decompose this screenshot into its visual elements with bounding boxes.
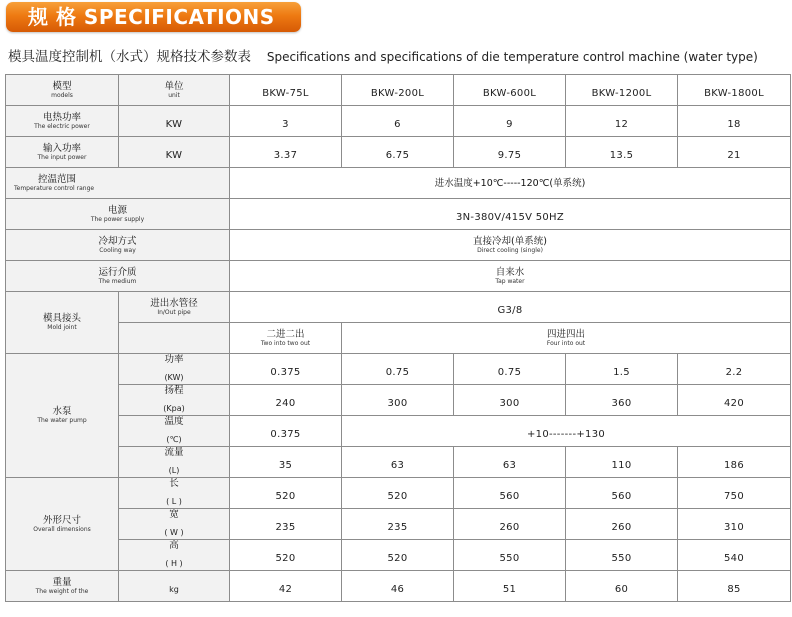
- electric-power-label: 电热功率: [42, 111, 81, 123]
- unit-cell: [119, 571, 230, 602]
- value: 9.75: [497, 149, 522, 161]
- temp-range-value-cell: [230, 168, 791, 199]
- model-name: BKW-75L: [262, 87, 309, 99]
- weight-label-en: The weight of the: [35, 587, 89, 595]
- value-cell: [342, 137, 454, 168]
- dimensions-label-en: Overall dimensions: [33, 525, 91, 533]
- models-label-en: models: [51, 91, 73, 99]
- value: 235: [387, 521, 408, 533]
- value: 6.75: [385, 149, 410, 161]
- value-cell: [342, 354, 454, 385]
- value-cell: [454, 106, 566, 137]
- dimensions-label: 外形尺寸: [42, 514, 81, 526]
- table-row: [6, 416, 791, 447]
- table-row: [6, 199, 791, 230]
- model-name: BKW-1800L: [704, 87, 764, 99]
- models-label-cell: [6, 75, 119, 106]
- value: 560: [611, 490, 632, 502]
- value-cell: [230, 137, 342, 168]
- value: 63: [502, 459, 517, 471]
- model-cell: [230, 75, 342, 106]
- value: 3: [282, 118, 289, 130]
- value: 21: [727, 149, 741, 161]
- unit-cell: [119, 137, 230, 168]
- mold-joint-label-en: Mold joint: [47, 324, 77, 331]
- weight-label: 重量: [52, 576, 72, 588]
- value-cell: [678, 106, 791, 137]
- value-cell: [454, 571, 566, 602]
- value-cell: [678, 447, 791, 478]
- value-cell: [230, 385, 342, 416]
- models-label: 模型: [52, 80, 72, 92]
- unit-cell: [119, 106, 230, 137]
- four-in-four-out: 四进四出: [546, 328, 585, 340]
- value: 240: [275, 397, 296, 409]
- table-row: [6, 75, 791, 106]
- dimensions-label-cell: [6, 478, 119, 571]
- medium-value-cell: [230, 261, 791, 292]
- table-row: [6, 292, 791, 323]
- table-row: [6, 447, 791, 478]
- value: 560: [499, 490, 520, 502]
- length-label: 长: [169, 478, 179, 489]
- value-cell: [454, 447, 566, 478]
- value: 9: [506, 118, 513, 130]
- power-supply-label: 电源: [107, 204, 127, 216]
- value: 260: [611, 521, 632, 533]
- value: 520: [275, 490, 296, 502]
- height-label-cell: [119, 540, 230, 571]
- pipe-label: 进出水管径: [150, 297, 198, 309]
- pump-flow-label: 流量: [164, 447, 184, 458]
- pump-power-unit: (KW): [164, 373, 184, 382]
- medium-label-cell: [6, 261, 230, 292]
- pump-temp-range-cell: [342, 416, 791, 447]
- table-row: [6, 385, 791, 416]
- electric-power-label-en: The electric power: [34, 122, 90, 130]
- medium-value: 自来水: [495, 266, 525, 278]
- value-cell: [230, 447, 342, 478]
- medium-label-en: The medium: [98, 277, 137, 285]
- input-power-label: 输入功率: [42, 142, 81, 154]
- four-in-four-out-cell: [342, 323, 791, 354]
- table-row: [6, 230, 791, 261]
- value: 260: [499, 521, 520, 533]
- value-cell: [342, 571, 454, 602]
- two-in-two-out: 二进二出: [266, 328, 305, 340]
- value-cell: [230, 106, 342, 137]
- length-label-cell: [119, 478, 230, 509]
- unit-header-cell: [119, 75, 230, 106]
- mold-joint-label: 模具接头: [42, 313, 81, 324]
- model-name: BKW-600L: [482, 87, 537, 99]
- value: 13.5: [609, 149, 634, 161]
- pipe-value-cell: [230, 292, 791, 323]
- value-cell: [566, 354, 678, 385]
- value-cell: [342, 447, 454, 478]
- cooling-label: 冷却方式: [98, 235, 137, 247]
- pump-temp-range: +10-------+130: [526, 428, 606, 440]
- temp-range-label-cell: [6, 168, 230, 199]
- value: 300: [387, 397, 408, 409]
- value-cell: [342, 106, 454, 137]
- temp-range-value: 进水温度+10℃-----120℃(单系统): [434, 177, 586, 189]
- unit-value: KW: [165, 149, 183, 161]
- pump-temp-label: 温度: [164, 416, 184, 427]
- value-cell: [678, 509, 791, 540]
- table-row: [6, 540, 791, 571]
- input-power-label-en: The input power: [37, 153, 87, 161]
- model-name: BKW-1200L: [591, 87, 652, 99]
- value-cell: [230, 416, 342, 447]
- value-cell: [454, 385, 566, 416]
- model-cell: [454, 75, 566, 106]
- value: 3.37: [273, 149, 298, 161]
- height-label: 高: [169, 540, 179, 551]
- value-cell: [230, 354, 342, 385]
- value: 750: [724, 490, 744, 502]
- model-cell: [678, 75, 791, 106]
- pipe-value: G3/8: [497, 304, 523, 316]
- value: 46: [390, 583, 405, 595]
- cooling-label-en: Cooling way: [99, 246, 136, 254]
- title-chinese: 模具温度控制机（水式）规格技术参数表: [8, 49, 251, 65]
- value-cell: [566, 478, 678, 509]
- value: 550: [499, 552, 520, 564]
- value-cell: [566, 540, 678, 571]
- two-in-two-out-cell: [230, 323, 342, 354]
- cooling-label-cell: [6, 230, 230, 261]
- value: 186: [724, 459, 744, 471]
- value: 0.375: [270, 366, 301, 378]
- value: 35: [278, 459, 293, 471]
- value: 110: [611, 459, 632, 471]
- value-cell: [566, 509, 678, 540]
- unit-value: kg: [169, 584, 179, 594]
- electric-power-label-cell: [6, 106, 119, 137]
- value: 1.5: [613, 366, 630, 378]
- table-row: [6, 168, 791, 199]
- power-supply-label-en: The power supply: [90, 215, 145, 223]
- value-cell: [342, 385, 454, 416]
- medium-label: 运行介质: [98, 266, 137, 278]
- width-label: 宽: [169, 509, 179, 520]
- value-cell: [678, 354, 791, 385]
- value-cell: [678, 540, 791, 571]
- length-unit: ( L ): [166, 497, 182, 506]
- value-cell: [454, 509, 566, 540]
- pump-power-label: 功率: [164, 354, 184, 365]
- page-title: [8, 45, 758, 65]
- temp-range-label: 控温范围: [38, 173, 77, 185]
- medium-value-en: Tap water: [495, 277, 525, 285]
- two-in-two-out-en: Two into two out: [260, 339, 311, 347]
- value-cell: [230, 571, 342, 602]
- value: 51: [502, 583, 517, 595]
- table-row: [6, 478, 791, 509]
- table-row: [6, 354, 791, 385]
- temp-range-label-en: Temperature control range: [14, 184, 95, 192]
- value-cell: [342, 478, 454, 509]
- model-cell: [566, 75, 678, 106]
- weight-label-cell: [6, 571, 119, 602]
- table-row: [6, 571, 791, 602]
- value: 63: [390, 459, 405, 471]
- value-cell: [678, 385, 791, 416]
- pump-flow-label-cell: [119, 447, 230, 478]
- value-cell: [566, 137, 678, 168]
- title-english: Specifications and specifications of die temperature control machine (water type): [266, 50, 758, 64]
- cooling-value: 直接冷却(单系统): [473, 235, 547, 247]
- value: 550: [611, 552, 632, 564]
- input-power-label-cell: [6, 137, 119, 168]
- value: 235: [275, 521, 296, 533]
- value: 520: [275, 552, 296, 564]
- height-unit: ( H ): [165, 559, 183, 568]
- value: 520: [387, 552, 408, 564]
- value-cell: [454, 478, 566, 509]
- value: 310: [724, 521, 744, 533]
- mold-joint-label-cell: [6, 292, 119, 354]
- table-row: [6, 323, 791, 354]
- value-cell: [454, 540, 566, 571]
- value: 300: [499, 397, 520, 409]
- value: 520: [387, 490, 408, 502]
- value-cell: [342, 509, 454, 540]
- specifications-table: [5, 74, 791, 602]
- unit-header-en: unit: [168, 91, 180, 99]
- pipe-label-en: In/Out pipe: [157, 308, 191, 316]
- value-cell: [678, 478, 791, 509]
- value-cell: [454, 354, 566, 385]
- value-cell: [454, 137, 566, 168]
- table-row: [6, 509, 791, 540]
- table-row: [6, 137, 791, 168]
- value: 18: [727, 118, 741, 130]
- water-pump-label: 水泵: [52, 406, 72, 417]
- value-cell: [342, 540, 454, 571]
- value-cell: [230, 478, 342, 509]
- value: 540: [724, 552, 744, 564]
- value-cell: [230, 540, 342, 571]
- cooling-value-en: Direct cooling (single): [477, 246, 543, 254]
- pump-head-label-cell: [119, 385, 230, 416]
- value: 0.75: [497, 366, 522, 378]
- value-cell: [566, 385, 678, 416]
- pump-power-label-cell: [119, 354, 230, 385]
- value: 0.375: [270, 428, 301, 440]
- value: 42: [278, 583, 293, 595]
- model-name: BKW-200L: [370, 87, 425, 99]
- width-unit: ( W ): [164, 528, 184, 537]
- value-cell: [678, 571, 791, 602]
- value: 0.75: [385, 366, 410, 378]
- four-in-four-out-en: Four into out: [546, 339, 586, 347]
- value-cell: [566, 447, 678, 478]
- value: 12: [614, 118, 629, 130]
- value-cell: [678, 137, 791, 168]
- cooling-value-cell: [230, 230, 791, 261]
- table-row: [6, 261, 791, 292]
- specifications-banner: 规 格 SPECIFICATIONS: [6, 2, 301, 32]
- table-row: [6, 106, 791, 137]
- blank-cell: [119, 323, 230, 354]
- power-supply-value: 3N-380V/415V 50HZ: [455, 211, 565, 223]
- width-label-cell: [119, 509, 230, 540]
- water-pump-label-en: The water pump: [37, 417, 87, 424]
- pump-head-label: 扬程: [164, 385, 184, 396]
- water-pump-label-cell: [6, 354, 119, 478]
- pump-head-unit: (Kpa): [163, 404, 185, 413]
- value-cell: [566, 106, 678, 137]
- value: 2.2: [725, 366, 743, 378]
- model-cell: [342, 75, 454, 106]
- power-supply-label-cell: [6, 199, 230, 230]
- pipe-label-cell: [119, 292, 230, 323]
- value: 360: [611, 397, 632, 409]
- value: 60: [614, 583, 629, 595]
- unit-value: KW: [165, 118, 183, 130]
- value-cell: [566, 571, 678, 602]
- unit-header: 单位: [164, 80, 184, 92]
- value-cell: [230, 509, 342, 540]
- pump-flow-unit: (L): [168, 466, 180, 475]
- power-supply-value-cell: [230, 199, 791, 230]
- pump-temp-unit: (℃): [166, 435, 182, 444]
- value: 6: [394, 118, 401, 130]
- value: 85: [727, 583, 741, 595]
- value: 420: [724, 397, 744, 409]
- pump-temp-label-cell: [119, 416, 230, 447]
